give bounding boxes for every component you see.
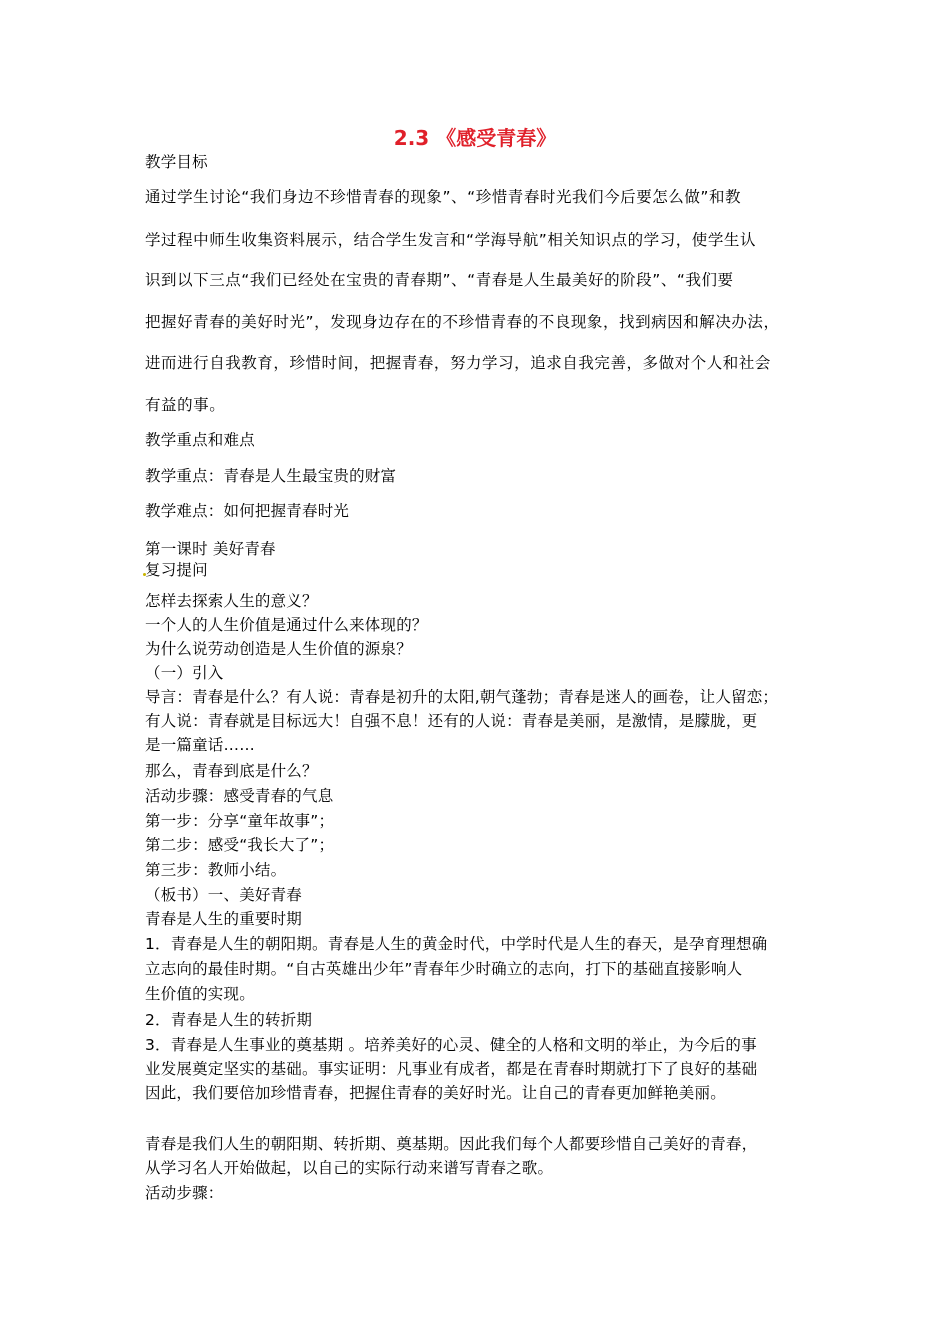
summary-line: 活动步骤： xyxy=(145,1184,224,1202)
lesson-line: 为什么说劳动创造是人生价值的源泉？ xyxy=(145,640,412,658)
document-title: 2.3 《感受青春》 xyxy=(393,126,557,150)
lesson-line: 活动步骤：感受青春的气息 xyxy=(145,787,334,805)
lesson-line: 有人说：青春就是目标远大！自强不息！还有的人说：青春是美丽，是激情，是朦胧，更 xyxy=(145,712,758,730)
summary-line: 青春是我们人生的朝阳期、转折期、奠基期。因此我们每个人都要珍惜自己美好的青春， xyxy=(145,1135,758,1153)
lesson-line: 复习提问 xyxy=(145,561,208,579)
key-point-focus: 教学重点：青春是人生最宝贵的财富 xyxy=(145,467,397,485)
lesson-heading: 第一课时 美好青春 xyxy=(145,540,276,558)
lesson-line: 生价值的实现。 xyxy=(145,985,255,1003)
lesson-line: 青春是人生的重要时期 xyxy=(145,910,303,928)
lesson-line: 立志向的最佳时期。“自古英雄出少年”青春年少时确立的志向，打下的基础直接影响人 xyxy=(145,960,743,978)
lesson-line: 那么，青春到底是什么？ xyxy=(145,762,318,780)
goals-line: 学过程中师生收集资料展示，结合学生发言和“学海导航”相关知识点的学习，使学生认 xyxy=(145,231,757,249)
lesson-line: （板书）一、美好青春 xyxy=(145,886,303,904)
lesson-line: 2．青春是人生的转折期 xyxy=(145,1011,313,1029)
summary-line: 从学习名人开始做起，以自己的实际行动来谱写青春之歌。 xyxy=(145,1159,554,1177)
lesson-line: 3．青春是人生事业的奠基期 。培养美好的心灵、健全的人格和文明的举止，为今后的事 xyxy=(145,1036,757,1054)
lesson-line: 1．青春是人生的朝阳期。青春是人生的黄金时代，中学时代是人生的春天，是孕育理想确 xyxy=(145,935,768,953)
lesson-line: 业发展奠定坚实的基础。事实证明：凡事业有成者，都是在青春时期就打下了良好的基础 xyxy=(145,1060,758,1078)
lesson-line: 第一步：分享“童年故事”； xyxy=(145,812,335,830)
lesson-line: （一）引入 xyxy=(145,664,224,682)
lesson-line: 是一篇童话…… xyxy=(145,736,255,754)
lesson-line: 怎样去探索人生的意义？ xyxy=(145,592,318,610)
lesson-line: 第三步：教师小结。 xyxy=(145,861,287,879)
goals-line: 通过学生讨论“我们身边不珍惜青春的现象”、“珍惜青春时光我们今后要怎么做”和教 xyxy=(145,188,742,206)
lesson-line: 一个人的人生价值是通过什么来体现的？ xyxy=(145,616,428,634)
goals-line: 把握好青春的美好时光”，发现身边存在的不珍惜青春的不良现象，找到病因和解决办法， xyxy=(145,313,780,331)
goals-line: 识到以下三点“我们已经处在宝贵的青春期”、“青春是人生最美好的阶段”、“我们要 xyxy=(145,271,734,289)
key-points-heading: 教学重点和难点 xyxy=(145,431,255,449)
lesson-line: 因此，我们要倍加珍惜青春，把握住青春的美好时光。让自己的青春更加鲜艳美丽。 xyxy=(145,1084,726,1102)
lesson-line: 第二步：感受“我长大了”； xyxy=(145,836,335,854)
goals-line: 有益的事。 xyxy=(145,396,226,414)
key-point-difficulty: 教学难点：如何把握青春时光 xyxy=(145,502,350,520)
goals-heading: 教学目标 xyxy=(145,153,208,171)
goals-line: 进而进行自我教育，珍惜时间，把握青春，努力学习，追求自我完善，多做对个人和社会 xyxy=(145,354,771,372)
lesson-line: 导言：青春是什么？有人说：青春是初升的太阳,朝气蓬勃；青春是迷人的画卷，让人留恋； xyxy=(145,688,779,706)
